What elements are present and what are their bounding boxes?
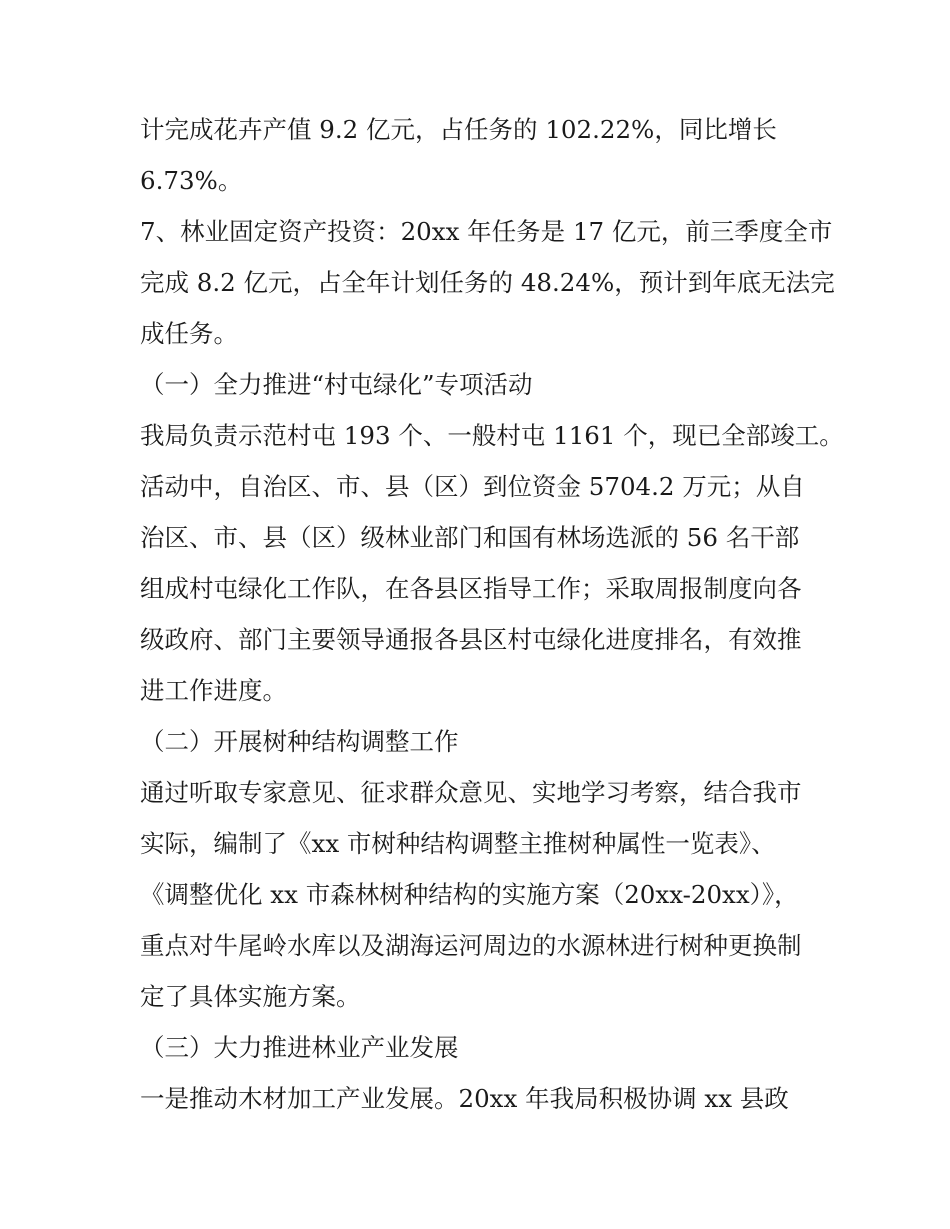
text-line: 治区、市、县（区）级林业部门和国有林场选派的 56 名干部 xyxy=(140,523,800,552)
text-line: 级政府、部门主要领导通报各县区村屯绿化进度排名，有效推 xyxy=(140,625,802,654)
section-heading-1: （一）全力推进“村屯绿化”专项活动 xyxy=(140,370,533,399)
text-line: 《调整优化 xx 市森林树种结构的实施方案（20xx-20xx）》， xyxy=(140,880,799,909)
text-line: 组成村屯绿化工作队，在各县区指导工作；采取周报制度向各 xyxy=(140,574,802,603)
text-line: 重点对牛尾岭水库以及湖海运河周边的水源林进行树种更换制 xyxy=(140,931,802,960)
text-line: 计完成花卉产值 9.2 亿元，占任务的 102.22%，同比增长 xyxy=(140,115,777,144)
text-line: 完成 8.2 亿元，占全年计划任务的 48.24%，预计到年底无法完 xyxy=(140,268,835,297)
text-line: 活动中，自治区、市、县（区）到位资金 5704.2 万元；从自 xyxy=(140,472,805,501)
text-line: 进工作进度。 xyxy=(140,676,287,705)
text-line: 一是推动木材加工产业发展。20xx 年我局积极协调 xx 县政 xyxy=(140,1084,789,1113)
document-body xyxy=(140,104,844,1124)
text-line: 6.73%。 xyxy=(140,166,243,195)
section-heading-3: （三）大力推进林业产业发展 xyxy=(140,1033,459,1062)
text-line: 成任务。 xyxy=(140,319,238,348)
text-line: 我局负责示范村屯 193 个、一般村屯 1161 个，现已全部竣工。 xyxy=(140,421,844,450)
text-line: 通过听取专家意见、征求群众意见、实地学习考察，结合我市 xyxy=(140,778,802,807)
section-heading-2: （二）开展树种结构调整工作 xyxy=(140,727,459,756)
text-line: 实际，编制了《xx 市树种结构调整主推树种属性一览表》、 xyxy=(140,829,776,858)
text-line: 7、林业固定资产投资：20xx 年任务是 17 亿元，前三季度全市 xyxy=(140,217,833,246)
text-line: 定了具体实施方案。 xyxy=(140,982,361,1011)
